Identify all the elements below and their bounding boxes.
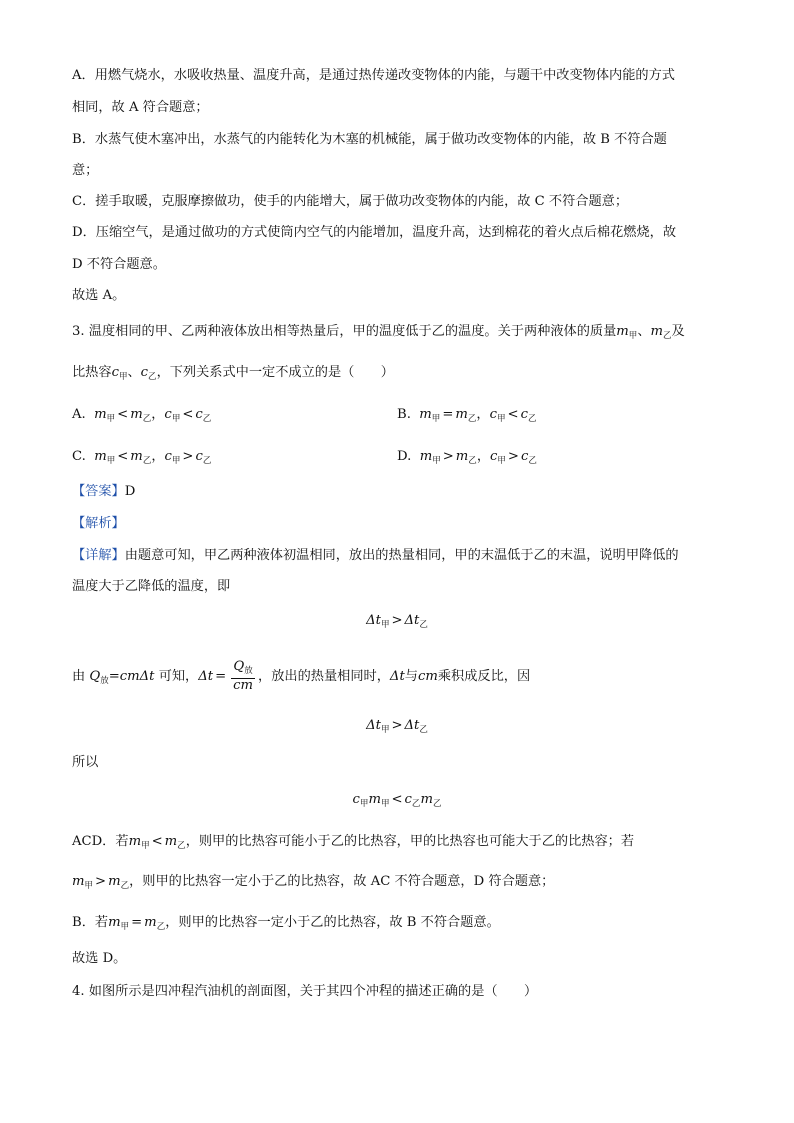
- question4-stem: 4. 如图所示是四冲程汽油机的剖面图，关于其四个冲程的描述正确的是（ ）: [72, 984, 538, 999]
- option-a-explanation-line2: 相同，故 A 符合题意；: [72, 100, 209, 115]
- equation-temperature-change-2: $\Delta t_甲 > \Delta t_乙$: [366, 718, 428, 735]
- b-analysis: B．若$m_甲 = m_乙$，则甲的比热容一定小于乙的比热容，故 B 不符合题意。: [72, 915, 500, 932]
- question3-stem-line1: 3. 温度相同的甲、乙两种液体放出相等热量后，甲的温度低于乙的温度。关于两种液体的质量$m_甲$、$m_乙$及: [72, 324, 685, 341]
- answer-line: [72, 482, 135, 502]
- option-b-explanation-line2: 意；: [72, 163, 99, 178]
- final-choice: 故选 D。: [72, 951, 127, 966]
- acd-analysis-line2: $m_甲 > m_乙$，则甲的比热容一定小于乙的比热容，故 AC 不符合题意，D 符合题意；: [72, 874, 555, 891]
- equation-temperature-change: $\Delta t_甲 > \Delta t_乙$: [366, 613, 428, 630]
- option-d-explanation-line1: D．压缩空气，是通过做功的方式使筒内空气的内能增加，温度升高，达到棉花的着火点后棉花燃烧，故: [72, 225, 677, 240]
- option-b-explanation-line1: B．水蒸气使木塞冲出，水蒸气的内能转化为木塞的机械能，属于做功改变物体的内能，故 B 不符合题: [72, 132, 667, 147]
- answer-value: D: [124, 484, 136, 499]
- option-d[interactable]: D. $m_甲 > m_乙$，$c_甲 > c_乙$: [397, 449, 537, 466]
- formula-line: 由 $Q_放=cm\Delta t$ 可知，Δt = $\frac{Q_放}{cm}$ ，放出的热量相同时，Δt与cm乘积成反比，因: [72, 659, 531, 693]
- option-d-explanation-line2: D 不符合题意。: [72, 257, 166, 272]
- answer-tag: 【答案】: [72, 484, 125, 499]
- detail-line1: 【详解】由题意可知，甲乙两种液体初温相同，放出的热量相同，甲的末温低于乙的末温，说明甲降低的: [72, 548, 679, 563]
- fraction-q-over-cm: $\frac{Q_放}{cm}$: [233, 659, 254, 693]
- option-a-explanation-line1: A．用燃气烧水，水吸收热量、温度升高，是通过热传递改变物体的内能，与题干中改变物体内能的方式: [72, 68, 675, 83]
- previous-choice: 故选 A。: [72, 288, 126, 303]
- option-a[interactable]: A. $m_甲 < m_乙$，$c_甲 < c_乙$: [72, 407, 212, 424]
- therefore: 所以: [72, 755, 99, 770]
- equation-cm-product: $c_甲m_甲 < c_乙m_乙$: [352, 792, 442, 809]
- option-b[interactable]: B. $m_甲 = m_乙$，$c_甲 < c_乙$: [397, 407, 537, 424]
- option-c[interactable]: C. $m_甲 < m_乙$，$c_甲 > c_乙$: [72, 449, 212, 466]
- question3-stem-line2: 比热容$c_甲$、$c_乙$，下列关系式中一定不成立的是（ ）: [72, 365, 394, 382]
- acd-analysis-line1: ACD．若$m_甲 < m_乙$，则甲的比热容可能小于乙的比热容，甲的比热容也可能大于乙的比热容；若: [72, 834, 635, 851]
- option-c-explanation: C．搓手取暖，克服摩擦做功，使手的内能增大，属于做功改变物体的内能，故 C 不符合题意；: [72, 194, 629, 209]
- detail-line2: 温度大于乙降低的温度，即: [72, 579, 231, 594]
- analysis-tag: 【解析】: [72, 516, 125, 531]
- detail-tag: 【详解】: [72, 548, 125, 563]
